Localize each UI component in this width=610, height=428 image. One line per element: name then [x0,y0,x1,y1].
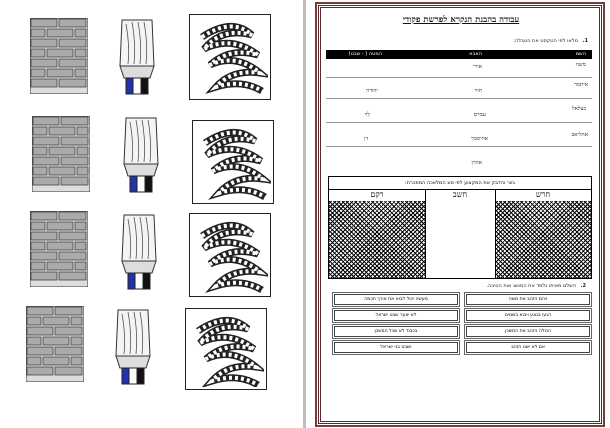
table-cell: בצלאל [572,106,586,112]
row-divider [326,98,592,99]
profession-sorting-box [328,176,592,279]
brick-wall-image [32,116,90,192]
profession-header: חרש [535,190,551,199]
column-divider [425,189,426,278]
question-text: מלאו לפי הטקסט את הטבלה: [513,38,579,44]
image-row [0,300,303,390]
question-number: 2. [580,283,586,289]
brick-wall-image [26,306,84,382]
answer-card[interactable]: בכבוד לא שכל המשכן [334,326,458,337]
question-text: השלם מאיתו נלמד את המושג ואת הסיבה. [486,283,577,289]
answer-card[interactable]: הנזלה הזהב את המשכן [466,326,590,337]
table-cell: יהודה [366,88,378,94]
table-cell: משה [575,62,586,68]
profession-drop-area[interactable] [329,201,425,278]
ephod-image [118,211,160,293]
image-row [0,205,303,295]
profession-drop-area[interactable] [425,201,495,278]
table-cell: לוי [364,112,370,118]
table-cell: אחיסמך [470,136,488,142]
table-cell: חור [474,88,482,94]
answer-card[interactable]: ויהם הזהב את משה [466,294,590,305]
table-cell: אהרן [471,160,482,166]
ephod-image [116,16,158,98]
swirl-ribbon-image [189,14,271,100]
ephod-image [120,114,162,196]
profession-drop-area[interactable] [495,201,591,278]
row-divider [326,122,592,123]
question-2 [336,283,586,289]
row-divider [326,146,592,147]
profession-instruction: גזור והדבק את המקצוע לפי סוג המלאכה המוזכרת: [329,177,591,190]
left-page [0,0,303,428]
right-page [306,0,610,428]
table-cell: אורי [473,64,482,70]
header-tribe: המטה ( - שבט) [348,51,382,57]
profession-header: חשב [452,190,468,199]
table-header [326,50,592,59]
profession-header: רקם [370,190,384,199]
table-cell: עמרם [473,112,486,118]
brick-wall-image [30,211,88,287]
table-cell: דן [363,136,368,142]
image-row [0,110,303,200]
row-divider [326,77,592,78]
image-row [0,10,303,100]
swirl-ribbon-image [192,120,274,204]
swirl-ribbon-image [185,308,267,390]
answer-card[interactable]: מעשה יכול לבוא את אורך חכמה [334,294,458,305]
ephod-image [112,306,154,388]
answer-card[interactable]: הנעו בנוגע ויבוא בשמים [466,310,590,321]
answer-card[interactable]: אם לא ישגו הזהב [466,342,590,353]
answer-card[interactable]: לא יצער שבט ישראל [334,310,458,321]
column-divider [495,189,496,278]
header-father: האבא [469,51,482,57]
table-cell: איתמר [573,82,588,88]
question-1 [338,38,588,44]
swirl-ribbon-image [189,213,271,297]
document-title: עבודה בהבנת הנקרא לפרשת פקודי [402,15,520,25]
header-name: השם [575,51,586,57]
brick-wall-image [30,18,88,94]
table-cell: אהליאב [571,132,588,138]
answer-card[interactable]: ושבט בני ישראל [334,342,458,353]
question-number: 1. [582,38,588,44]
